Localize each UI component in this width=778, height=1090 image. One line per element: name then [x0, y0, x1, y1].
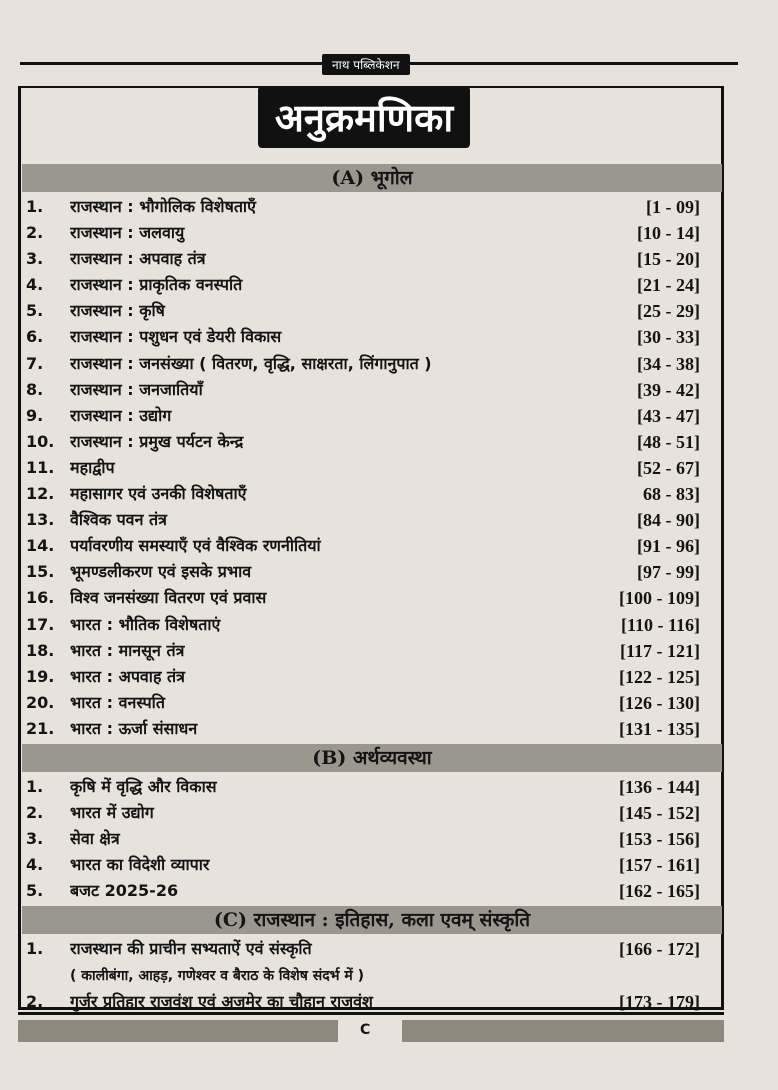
entry-title: भारत : भौतिक विशेषताएं	[70, 614, 221, 634]
toc-entry	[22, 774, 722, 800]
footer-bar-left	[18, 1020, 338, 1042]
entry-pages: [126 - 130]	[619, 692, 700, 713]
entry-number	[22, 963, 70, 989]
toc-entry	[22, 324, 722, 350]
entry-pages: [97 - 99]	[637, 562, 700, 583]
entry-number: 17.	[26, 614, 55, 634]
entry-number: 3.	[26, 829, 44, 849]
entry-pages: [84 - 90]	[637, 510, 700, 531]
toc-entry	[22, 351, 722, 377]
section-heading: (C) राजस्थान : इतिहास, कला एवम् संस्कृति	[22, 906, 722, 934]
entry-number: 6.	[26, 327, 44, 347]
entry-number: 7.	[26, 353, 44, 373]
entry-pages: [166 - 172]	[619, 939, 700, 960]
entry-number: 1.	[26, 776, 44, 796]
toc-entry	[22, 272, 722, 298]
entry-number: 21.	[26, 718, 55, 738]
entry-title: राजस्थान : अपवाह तंत्र	[70, 249, 206, 269]
toc-entry	[22, 403, 722, 429]
entry-number: 5.	[26, 881, 44, 901]
entry-number: 9.	[26, 405, 44, 425]
entry-number: 11.	[26, 457, 55, 477]
entry-title: राजस्थान : प्राकृतिक वनस्पति	[70, 275, 243, 295]
entry-number: 20.	[26, 692, 55, 712]
entry-title: महाद्वीप	[70, 457, 115, 477]
entry-title: भूमण्डलीकरण एवं इसके प्रभाव	[70, 562, 252, 582]
entry-number: 18.	[26, 640, 55, 660]
entry-title: भारत में उद्योग	[70, 803, 154, 823]
entry-number: 1.	[26, 939, 44, 959]
entry-title: राजस्थान : जलवायु	[70, 223, 185, 243]
entry-pages: [145 - 152]	[619, 803, 700, 824]
toc-entry	[22, 989, 722, 1015]
entry-number: 14.	[26, 536, 55, 556]
entry-title: विश्व जनसंख्या वितरण एवं प्रवास	[70, 588, 267, 608]
entry-title: भारत : वनस्पति	[70, 692, 165, 712]
entry-title: बजट 2025-26	[70, 881, 179, 901]
entry-pages: [131 - 135]	[619, 718, 700, 739]
entry-title: राजस्थान : कृषि	[70, 301, 165, 321]
footer-rule	[18, 1012, 724, 1015]
toc-entry	[22, 638, 722, 664]
entry-title: ( कालीबंगा, आहड़, गणेश्वर व बैराठ के विशेष संदर्भ में )	[70, 967, 365, 984]
toc-entry	[22, 559, 722, 585]
entry-pages: [157 - 161]	[619, 855, 700, 876]
entry-pages: [43 - 47]	[637, 405, 700, 426]
entry-title: सेवा क्षेत्र	[70, 829, 120, 849]
entry-title: राजस्थान : जनजातियाँ	[70, 379, 203, 399]
toc-entry	[22, 716, 722, 742]
entry-number: 16.	[26, 588, 55, 608]
entry-pages: [110 - 116]	[621, 614, 700, 635]
publisher-label: नाथ पब्लिकेशन	[322, 54, 410, 75]
page-number: C	[360, 1022, 371, 1038]
toc-entry	[22, 690, 722, 716]
toc-entry	[22, 664, 722, 690]
toc-entry	[22, 429, 722, 455]
entry-number: 12.	[26, 484, 55, 504]
entry-number: 19.	[26, 666, 55, 686]
entry-number: 3.	[26, 249, 44, 269]
entry-number: 5.	[26, 301, 44, 321]
entry-pages: [21 - 24]	[637, 275, 700, 296]
entry-pages: [34 - 38]	[637, 353, 700, 374]
toc-entry	[22, 878, 722, 904]
entry-pages: [15 - 20]	[637, 249, 700, 270]
section-heading: (A) भूगोल	[22, 164, 722, 192]
toc-entry	[22, 585, 722, 611]
toc-entry	[22, 800, 722, 826]
entry-number: 4.	[26, 855, 44, 875]
entry-pages: [30 - 33]	[637, 327, 700, 348]
toc-subtitle	[22, 963, 722, 989]
entry-pages: [1 - 09]	[646, 197, 700, 217]
entry-title: पर्यावरणीय समस्याएँ एवं वैश्विक रणनीतियां	[70, 536, 321, 556]
entry-number: 2.	[26, 223, 44, 243]
page-footer	[18, 1020, 724, 1044]
entry-title: भारत : मानसून तंत्र	[70, 640, 185, 660]
entry-pages: [52 - 67]	[637, 457, 700, 478]
entry-pages: [48 - 51]	[637, 431, 700, 452]
entry-title: राजस्थान : प्रमुख पर्यटन केन्द्र	[70, 431, 244, 451]
section-heading: (B) अर्थव्यवस्था	[22, 744, 722, 772]
entry-number: 10.	[26, 431, 55, 451]
toc-entry	[22, 194, 722, 220]
toc-entry	[22, 246, 722, 272]
entry-title: राजस्थान : भौगोलिक विशेषताएँ	[70, 197, 256, 216]
entry-pages: [173 - 179]	[619, 991, 700, 1012]
toc-entry	[22, 377, 722, 403]
entry-number: 2.	[26, 803, 44, 823]
page-title: अनुक्रमणिका	[258, 86, 470, 148]
entry-title: राजस्थान : पशुधन एवं डेयरी विकास	[70, 327, 282, 347]
entry-title: भारत : अपवाह तंत्र	[70, 666, 185, 686]
entry-title: भारत का विदेशी व्यापार	[70, 855, 210, 875]
entry-title: राजस्थान की प्राचीन सभ्यताऐं एवं संस्कृति	[70, 939, 312, 959]
entry-title: राजस्थान : उद्योग	[70, 405, 172, 425]
entry-pages: [153 - 156]	[619, 829, 700, 850]
entry-pages: [100 - 109]	[619, 588, 700, 609]
entry-number: 13.	[26, 510, 55, 530]
entry-pages: [39 - 42]	[637, 379, 700, 400]
toc-entry	[22, 612, 722, 638]
toc-entry	[22, 936, 722, 962]
entry-title: महासागर एवं उनकी विशेषताएँ	[70, 484, 247, 504]
toc-entry	[22, 533, 722, 559]
entry-number: 2.	[26, 991, 44, 1011]
footer-bar-right	[402, 1020, 724, 1042]
entry-pages: [117 - 121]	[620, 640, 700, 661]
toc-entry	[22, 852, 722, 878]
entry-number: 8.	[26, 379, 44, 399]
entry-pages: [91 - 96]	[637, 536, 700, 557]
toc-entry	[22, 298, 722, 324]
toc-entry	[22, 455, 722, 481]
toc-entry	[22, 826, 722, 852]
entry-pages	[560, 963, 722, 989]
entry-title: वैश्विक पवन तंत्र	[70, 510, 167, 530]
entry-pages: [10 - 14]	[637, 223, 700, 244]
toc-entry	[22, 507, 722, 533]
entry-number: 15.	[26, 562, 55, 582]
entry-pages: [122 - 125]	[619, 666, 700, 687]
entry-title: कृषि में वृद्धि और विकास	[70, 776, 217, 796]
entry-title: राजस्थान : जनसंख्या ( वितरण, वृद्धि, साक्षरता, लिंगानुपात )	[70, 353, 432, 373]
entry-title: भारत : ऊर्जा संसाधन	[70, 718, 198, 738]
table-of-contents	[22, 162, 722, 1015]
entry-number: 1.	[26, 197, 44, 216]
entry-pages: [136 - 144]	[619, 776, 700, 797]
entry-pages: [162 - 165]	[619, 881, 700, 902]
entry-number: 4.	[26, 275, 44, 295]
toc-entry	[22, 481, 722, 507]
entry-title: गुर्जर प्रतिहार राजवंश एवं अजमेर का चौहान राजवंश	[70, 991, 373, 1011]
entry-pages: [25 - 29]	[637, 301, 700, 322]
toc-entry	[22, 220, 722, 246]
entry-pages: 68 - 83]	[643, 484, 700, 505]
